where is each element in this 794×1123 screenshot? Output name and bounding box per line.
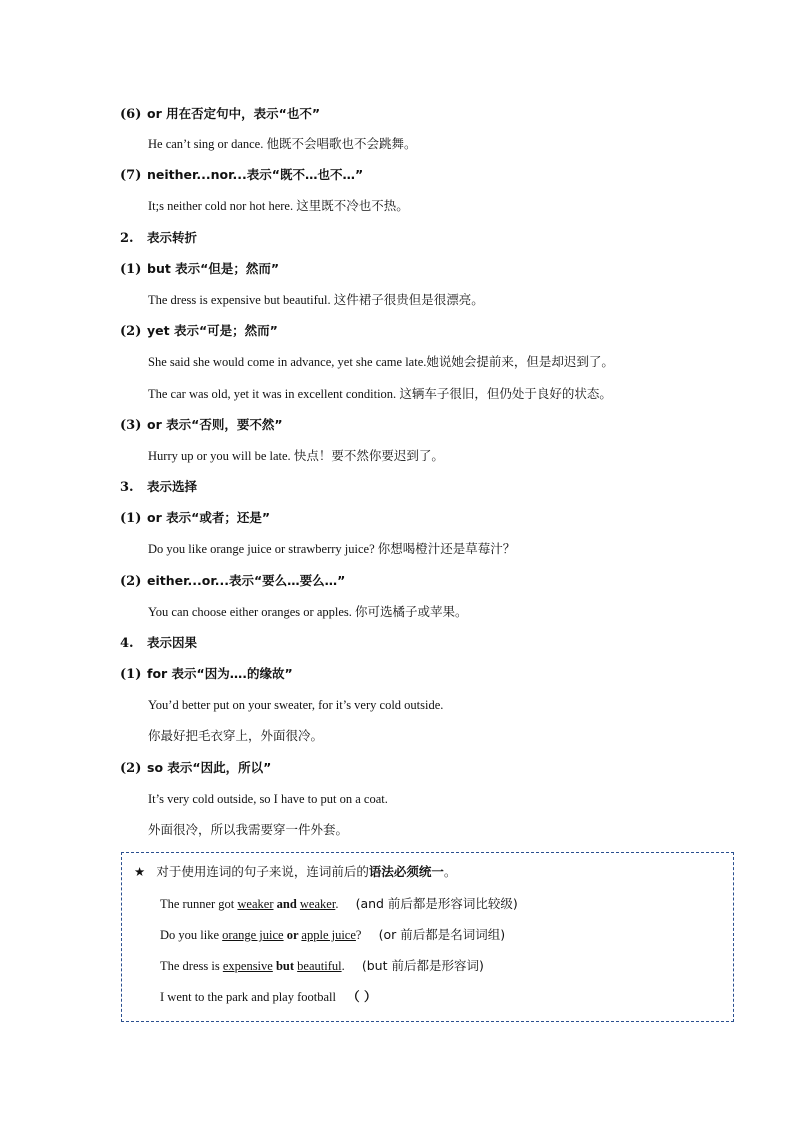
heading-text: or 表示“或者；还是” bbox=[147, 510, 271, 525]
section-heading bbox=[120, 166, 363, 185]
example-sentence bbox=[148, 790, 388, 808]
heading-number: (6) bbox=[120, 107, 142, 122]
grammar-note-box bbox=[121, 852, 734, 1022]
ex2-note: (or 前后都是名词词组) bbox=[378, 927, 506, 942]
example-english: He can’t sing or dance. bbox=[148, 137, 267, 151]
ex3-note: (but 前后都是形容词) bbox=[361, 958, 484, 973]
ex3-c: but bbox=[272, 959, 298, 973]
example-sentence bbox=[148, 447, 444, 465]
heading-text: 表示转折 bbox=[147, 230, 198, 245]
heading-text: so 表示“因此，所以” bbox=[147, 760, 272, 775]
section-heading bbox=[120, 105, 320, 124]
section-heading bbox=[120, 416, 283, 435]
section-heading bbox=[120, 478, 197, 497]
section-heading bbox=[120, 759, 271, 778]
section-heading bbox=[120, 572, 345, 591]
heading-number: (1) bbox=[120, 667, 142, 682]
example-chinese: 这里既不冷也不热。 bbox=[296, 198, 409, 213]
ex3-a: The dress is bbox=[160, 959, 223, 973]
ex3-u2: beautiful bbox=[297, 959, 342, 973]
heading-text: yet 表示“可是；然而” bbox=[147, 323, 278, 338]
example-sentence bbox=[148, 353, 614, 371]
heading-number: (1) bbox=[120, 262, 142, 277]
example-english: You can choose either oranges or apples. bbox=[148, 605, 356, 619]
example-english: The dress is expensive but beautiful. bbox=[148, 293, 334, 307]
note-example-1 bbox=[160, 895, 518, 913]
note-intro bbox=[134, 863, 456, 881]
example-sentence bbox=[148, 821, 348, 839]
heading-text: 表示选择 bbox=[147, 479, 198, 494]
heading-number: 4. bbox=[120, 636, 134, 651]
note-intro-bold: 语法必须统一 bbox=[368, 864, 444, 879]
example-chinese: 她说她会提前来，但是却迟到了。 bbox=[426, 354, 614, 369]
example-chinese: 外面很冷，所以我需要穿一件外套。 bbox=[148, 822, 349, 837]
note-intro-post: 。 bbox=[443, 864, 457, 879]
example-sentence bbox=[148, 385, 612, 403]
ex1-u2: weaker bbox=[299, 897, 336, 911]
section-heading bbox=[120, 665, 293, 684]
heading-number: (3) bbox=[120, 418, 142, 433]
heading-number: (2) bbox=[120, 574, 142, 589]
heading-number: 3. bbox=[120, 480, 134, 495]
example-chinese: 这辆车子很旧，但仍处于良好的状态。 bbox=[399, 386, 612, 401]
ex2-u2: apple juice bbox=[301, 928, 356, 942]
ex4-text: I went to the park and play football bbox=[160, 990, 336, 1004]
ex1-d: . bbox=[335, 897, 339, 911]
example-english: It;s neither cold nor hot here. bbox=[148, 199, 297, 213]
example-chinese: 你想喝橙汁还是草莓汁？ bbox=[377, 541, 516, 556]
example-english: She said she would come in advance, yet she came late. bbox=[148, 355, 427, 369]
heading-text: or 用在否定句中，表示“也不” bbox=[147, 106, 321, 121]
section-heading bbox=[120, 229, 197, 248]
heading-text: 表示因果 bbox=[147, 635, 198, 650]
heading-text: for 表示“因为….的缘故” bbox=[147, 666, 293, 681]
ex2-d: ? bbox=[355, 928, 362, 942]
example-sentence bbox=[148, 727, 323, 745]
example-sentence bbox=[148, 696, 443, 714]
heading-number: (2) bbox=[120, 324, 142, 339]
section-heading bbox=[120, 322, 278, 341]
heading-number: 2. bbox=[120, 231, 134, 246]
note-example-4 bbox=[160, 988, 376, 1006]
heading-number: (1) bbox=[120, 511, 142, 526]
heading-text: neither...nor...表示“既不…也不…” bbox=[147, 167, 364, 182]
ex3-d: . bbox=[341, 959, 345, 973]
example-chinese: 这件裙子很贵但是很漂亮。 bbox=[333, 292, 484, 307]
section-heading bbox=[120, 260, 279, 279]
ex2-a: Do you like bbox=[160, 928, 223, 942]
section-heading bbox=[120, 634, 197, 653]
ex1-c: and bbox=[273, 897, 300, 911]
example-english: You’d better put on your sweater, for it’s very cold outside. bbox=[148, 698, 444, 712]
note-example-3 bbox=[160, 957, 484, 975]
ex1-a: The runner got bbox=[160, 897, 238, 911]
star-icon: ★ bbox=[134, 865, 146, 879]
note-example-2 bbox=[160, 926, 505, 944]
example-chinese: 你可选橘子或苹果。 bbox=[355, 604, 468, 619]
heading-text: or 表示“否则，要不然” bbox=[147, 417, 283, 432]
example-english: It’s very cold outside, so I have to put on a coat. bbox=[148, 792, 388, 806]
example-sentence bbox=[148, 135, 417, 153]
heading-text: but 表示“但是；然而” bbox=[147, 261, 280, 276]
answer-blank[interactable]: （ ） bbox=[347, 989, 377, 1004]
ex2-c: or bbox=[283, 928, 302, 942]
ex3-u1: expensive bbox=[222, 959, 273, 973]
example-sentence bbox=[148, 291, 484, 309]
heading-text: either...or...表示“要么…要么…” bbox=[147, 573, 346, 588]
example-sentence bbox=[148, 540, 515, 558]
note-intro-pre: 对于使用连词的句子来说，连词前后的 bbox=[156, 864, 369, 879]
example-chinese: 他既不会唱歌也不会跳舞。 bbox=[266, 136, 417, 151]
example-chinese: 快点！要不然你要迟到了。 bbox=[293, 448, 444, 463]
example-english: The car was old, yet it was in excellent condition. bbox=[148, 387, 400, 401]
example-english: Hurry up or you will be late. bbox=[148, 449, 294, 463]
example-sentence bbox=[148, 603, 468, 621]
ex1-u1: weaker bbox=[237, 897, 274, 911]
heading-number: (7) bbox=[120, 168, 142, 183]
example-chinese: 你最好把毛衣穿上，外面很冷。 bbox=[148, 728, 324, 743]
section-heading bbox=[120, 509, 270, 528]
heading-number: (2) bbox=[120, 761, 142, 776]
example-english: Do you like orange juice or strawberry juice? bbox=[148, 542, 378, 556]
example-sentence bbox=[148, 197, 409, 215]
ex1-note: (and 前后都是形容词比较级) bbox=[355, 896, 518, 911]
ex2-u1: orange juice bbox=[222, 928, 284, 942]
